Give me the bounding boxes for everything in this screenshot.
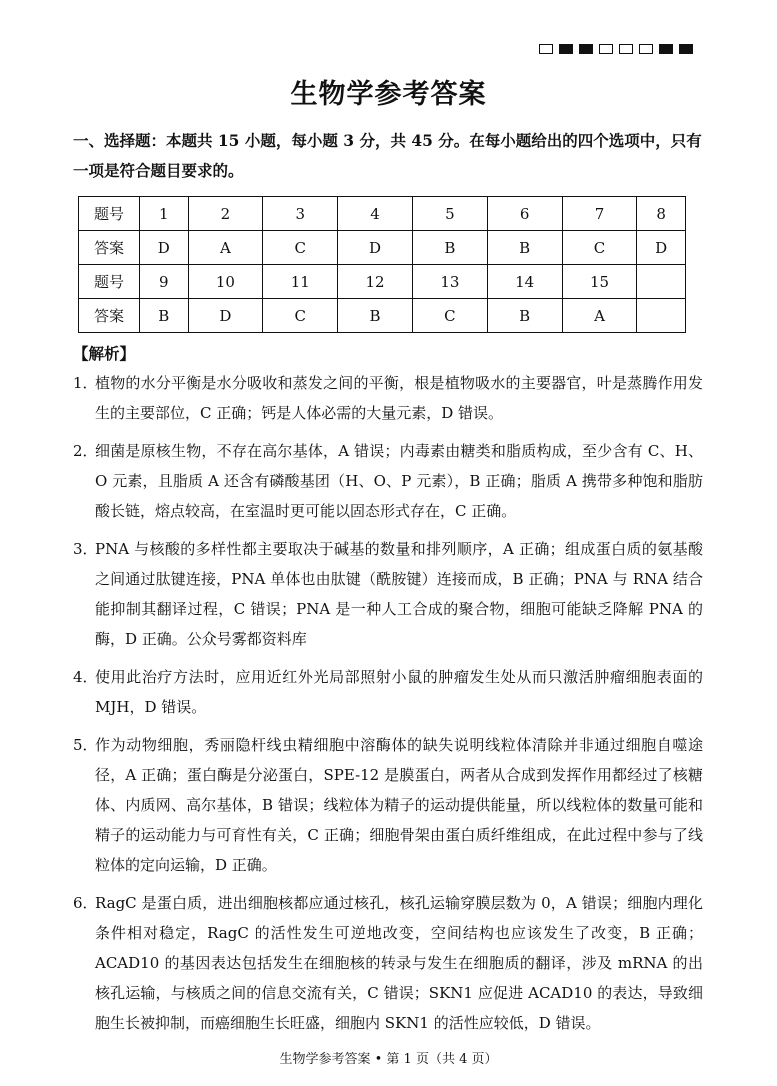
table-cell: 4	[338, 197, 413, 231]
item-text: PNA 与核酸的多样性都主要取决于碱基的数量和排列顺序，A 正确；组成蛋白质的氨基酸之间通过肽键连接，PNA 单体也由肽键（酰胺键）连接而成，B 正确；PNA 与 RNA 结合能抑制其翻译过程，C 错误；PNA 是一种人工合成的聚合物，细胞可能缺乏降解 PNA 的酶，D 正确。公众号雾都资料库	[95, 540, 703, 648]
analysis-list	[73, 368, 703, 1046]
code-mark	[679, 44, 693, 54]
table-cell: 答案	[79, 299, 140, 333]
table-cell: 13	[412, 265, 487, 299]
list-item	[73, 730, 703, 880]
item-text: 作为动物细胞，秀丽隐杆线虫精细胞中溶酶体的缺失说明线粒体清除并非通过细胞自噬途径，A 正确；蛋白酶是分泌蛋白，SPE-12 是膜蛋白，两者从合成到发挥作用都经过了核糖体、内质网、高尔基体，B 错误；线粒体为精子的运动提供能量，所以线粒体的数量可能和精子的运动能力与可育性有关，C 正确；细胞骨架由蛋白质纤维组成，在此过程中参与了线粒体的定向运输，D 正确。	[95, 736, 703, 874]
table-row	[79, 231, 686, 265]
list-item	[73, 368, 703, 428]
list-item	[73, 662, 703, 722]
item-number: 2．	[73, 442, 98, 460]
table-cell: 6	[487, 197, 562, 231]
code-mark	[659, 44, 673, 54]
table-cell	[637, 265, 686, 299]
code-mark	[619, 44, 633, 54]
list-item	[73, 436, 703, 526]
table-row	[79, 197, 686, 231]
table-cell: A	[188, 231, 263, 265]
table-cell: 14	[487, 265, 562, 299]
table-cell: D	[140, 231, 189, 265]
table-cell: 题号	[79, 197, 140, 231]
table-cell: C	[562, 231, 637, 265]
table-cell: A	[562, 299, 637, 333]
item-text: 植物的水分平衡是水分吸收和蒸发之间的平衡，根是植物吸水的主要器官，叶是蒸腾作用发生的主要部位，C 正确；钙是人体必需的大量元素，D 错误。	[95, 374, 703, 422]
item-number: 3．	[73, 540, 98, 558]
item-text: 细菌是原核生物，不存在高尔基体，A 错误；内毒素由糖类和脂质构成，至少含有 C、H、O 元素，且脂质 A 还含有磷酸基团（H、O、P 元素），B 正确；脂质 A 携带多种饱和脂肪酸长链，熔点较高，在室温时更可能以固态形式存在，C 正确。	[95, 442, 703, 520]
table-cell: C	[263, 299, 338, 333]
code-mark	[559, 44, 573, 54]
table-cell: B	[338, 299, 413, 333]
code-mark	[539, 44, 553, 54]
table-cell: 12	[338, 265, 413, 299]
table-cell: 7	[562, 197, 637, 231]
table-cell: C	[263, 231, 338, 265]
table-cell	[637, 299, 686, 333]
section-heading: 一、选择题：本题共 15 小题，每小题 3 分，共 45 分。在每小题给出的四个选项中，只有一项是符合题目要求的。	[73, 131, 702, 180]
table-cell: 答案	[79, 231, 140, 265]
table-cell: 2	[188, 197, 263, 231]
analysis-heading: 【解析】	[73, 344, 136, 363]
table-cell: 1	[140, 197, 189, 231]
item-number: 6．	[73, 894, 98, 912]
table-cell: B	[412, 231, 487, 265]
table-cell: 9	[140, 265, 189, 299]
table-cell: D	[188, 299, 263, 333]
item-text: RagC 是蛋白质，进出细胞核都应通过核孔，核孔运输穿膜层数为 0，A 错误；细胞内理化条件相对稳定，RagC 的活性发生可逆地改变，空间结构也应该发生了改变，B 正确；ACAD10 的基因表达包括发生在细胞核的转录与发生在细胞质的翻译，涉及 mRNA 的出核孔运输，与核质之间的信息交流有关，C 错误；SKN1 应促进 ACAD10 的表达，导致细胞生长被抑制，而癌细胞生长旺盛，细胞内 SKN1 的活性应较低，D 错误。	[95, 894, 703, 1032]
table-cell: 5	[412, 197, 487, 231]
table-cell: 3	[263, 197, 338, 231]
table-cell: 15	[562, 265, 637, 299]
answer-table	[78, 196, 686, 333]
page-code-marks	[539, 44, 693, 54]
table-cell: 11	[263, 265, 338, 299]
table-cell: C	[412, 299, 487, 333]
table-cell: 10	[188, 265, 263, 299]
table-cell: B	[140, 299, 189, 333]
table-cell: 8	[637, 197, 686, 231]
code-mark	[579, 44, 593, 54]
table-cell: 题号	[79, 265, 140, 299]
table-row	[79, 265, 686, 299]
list-item	[73, 534, 703, 654]
page-title: 生物学参考答案	[290, 79, 487, 110]
list-item	[73, 888, 703, 1038]
item-number: 4．	[73, 668, 98, 686]
item-number: 1．	[73, 374, 98, 392]
table-cell: D	[637, 231, 686, 265]
item-text: 使用此治疗方法时，应用近红外光局部照射小鼠的肿瘤发生处从而只激活肿瘤细胞表面的 MJH，D 错误。	[95, 668, 703, 716]
table-row	[79, 299, 686, 333]
table-cell: B	[487, 231, 562, 265]
code-mark	[639, 44, 653, 54]
table-cell: D	[338, 231, 413, 265]
code-mark	[599, 44, 613, 54]
table-cell: B	[487, 299, 562, 333]
item-number: 5．	[73, 736, 98, 754]
page-footer: 生物学参考答案 • 第 1 页（共 4 页）	[279, 1052, 498, 1067]
